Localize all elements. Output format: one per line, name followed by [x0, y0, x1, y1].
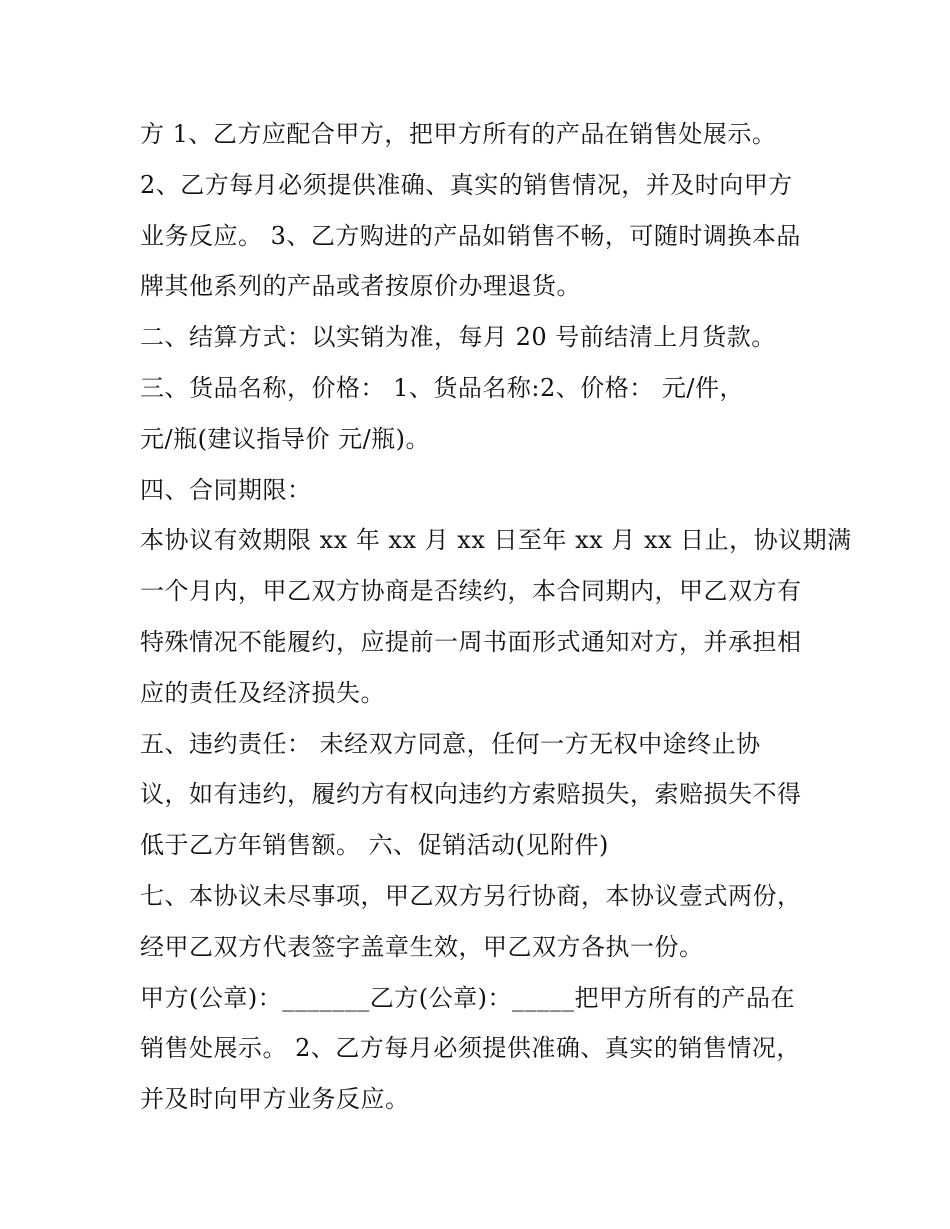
text-line: 经甲乙双方代表签字盖章生效，甲乙双方各执一份。 — [140, 932, 704, 961]
text-line: 二、结算方式：以实销为准，每月 20 号前结清上月货款。 — [140, 323, 776, 352]
text-line: 一个月内，甲乙双方协商是否续约，本合同期内，甲乙双方有 — [140, 577, 802, 606]
text-line: 七、本协议未尽事项，甲乙双方另行协商，本协议壹式两份， — [140, 881, 802, 910]
text-line: 元/瓶(建议指导价 元/瓶)。 — [140, 424, 431, 453]
text-line: 应的责任及经济损失。 — [140, 678, 385, 707]
contract-body — [140, 109, 852, 1125]
text-line: 销售处展示。 2、乙方每月必须提供准确、真实的销售情况， — [140, 1034, 801, 1063]
text-line: 低于乙方年销售额。 六、促销活动(见附件) — [140, 831, 609, 860]
text-line: 特殊情况不能履约，应提前一周书面形式通知对方，并承担相 — [140, 627, 802, 656]
text-line: 方 1、乙方应配合甲方，把甲方所有的产品在销售处展示。 — [140, 120, 777, 148]
text-line: 议，如有违约，履约方有权向违约方索赔损失，索赔损失不得 — [140, 780, 802, 809]
text-line: 业务反应。 3、乙方购进的产品如销售不畅，可随时调换本品 — [140, 221, 801, 250]
text-line: 五、违约责任： 未经双方同意，任何一方无权中途终止协 — [140, 729, 761, 758]
text-line: 三、货品名称，价格： 1、货品名称:2、价格： 元/件， — [140, 373, 744, 402]
section-heading: 四、合同期限： — [140, 475, 312, 504]
text-line: 牌其他系列的产品或者按原价办理退货。 — [140, 272, 581, 301]
text-line: 2、乙方每月必须提供准确、真实的销售情况，并及时向甲方 — [140, 170, 793, 199]
signature-line: 甲方(公章)：_______乙方(公章)：_____把甲方所有的产品在 — [140, 983, 795, 1012]
text-line: 本协议有效期限 xx 年 xx 月 xx 日至年 xx 月 xx 日止，协议期满 — [140, 526, 852, 555]
text-line: 并及时向甲方业务反应。 — [140, 1085, 410, 1114]
